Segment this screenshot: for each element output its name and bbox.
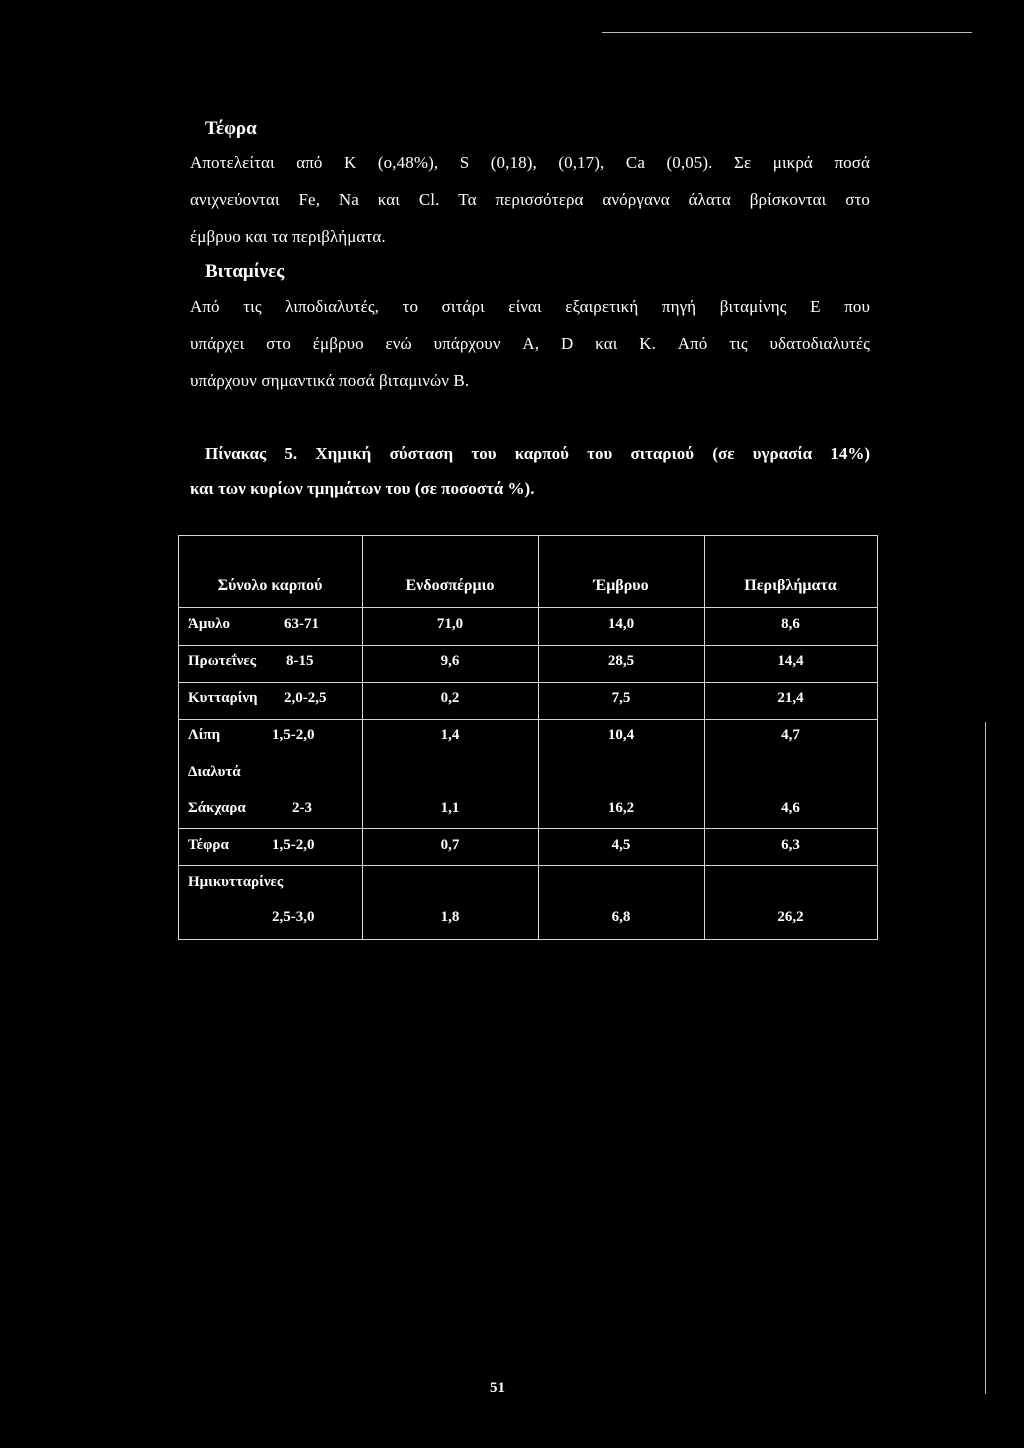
table-border-left <box>178 535 179 940</box>
table-header-embryo: Έμβρυο <box>593 577 649 594</box>
table-border-right <box>877 535 878 940</box>
table-cell: 8,6 <box>781 616 800 632</box>
table-row-label: Διαλυτά <box>188 764 241 780</box>
table-cell-range: 63-71 <box>284 616 319 632</box>
table-cell-range: 2,0-2,5 <box>284 690 327 706</box>
table-cell: 71,0 <box>436 616 464 632</box>
table-cell: 9,6 <box>440 653 460 669</box>
paragraph-line: Από τις λιποδιαλυτές, το σιτάρι είναι εξαιρετική πηγή βιταμίνης E που <box>190 297 870 316</box>
table-cell: 1,8 <box>440 909 460 925</box>
table-row-divider <box>178 719 878 720</box>
table-row-label: Άμυλο <box>188 616 230 632</box>
table-cell-range: 8-15 <box>286 653 314 669</box>
table-cell: 21,4 <box>777 690 804 706</box>
table-header-coats: Περιβλήματα <box>744 577 837 594</box>
table-row-label: Σάκχαρα <box>188 800 246 816</box>
table-row-divider <box>178 607 878 608</box>
table-cell-range: 1,5-2,0 <box>272 837 315 853</box>
table-cell: 16,2 <box>607 800 635 816</box>
table-cell: 14,0 <box>607 616 635 632</box>
paragraph-line: υπάρχει στο έμβρυο ενώ υπάρχουν A, D και K. Από τις υδατοδιαλυτές <box>190 334 870 353</box>
table-cell: 6,3 <box>781 837 800 853</box>
table-cell: 1,4 <box>440 727 460 743</box>
table-cell: 0,2 <box>440 690 460 706</box>
table-header-whole-grain: Σύνολο καρπού <box>217 577 323 594</box>
paragraph-line: ανιχνεύονται Fe, Na και Cl. Τα περισσότερα ανόργανα άλατα βρίσκονται στο <box>190 190 870 209</box>
table-cell: 6,8 <box>611 909 631 925</box>
table-cell-range: 1,5-2,0 <box>272 727 315 743</box>
table-cell: 1,1 <box>440 800 460 816</box>
paragraph-line: έμβρυο και τα περιβλήματα. <box>190 227 386 246</box>
paragraph-line: υπάρχουν σημαντικά ποσά βιταμινών B. <box>190 371 470 390</box>
table-cell: 0,7 <box>440 837 460 853</box>
table-border-bottom <box>178 939 878 940</box>
table-row-label: Πρωτεΐνες <box>188 653 257 669</box>
table-row-label: Κυτταρίνη <box>188 690 258 706</box>
table-cell: 4,7 <box>781 727 800 743</box>
table-cell: 4,5 <box>611 837 631 853</box>
table-row-divider <box>178 828 878 829</box>
heading-vitamins: Βιταμίνες <box>205 261 285 282</box>
page-number: 51 <box>490 1380 505 1396</box>
table-cell-range: 2,5-3,0 <box>272 909 315 925</box>
table-cell: 28,5 <box>607 653 635 669</box>
table-row-divider <box>178 645 878 646</box>
table-cell: 7,5 <box>611 690 631 706</box>
table-row-divider <box>178 682 878 683</box>
table-cell-range: 2-3 <box>292 800 312 816</box>
table-cell: 4,6 <box>781 800 800 816</box>
table-caption-line-1: Πίνακας 5. Χημική σύσταση του καρπού του σιταριού (σε υγρασία 14%) <box>205 444 870 463</box>
right-margin-rule <box>985 722 986 1394</box>
table-border-top <box>178 535 878 536</box>
composition-table <box>178 535 878 940</box>
paragraph-line: Αποτελείται από K (ο,48%), S (0,18), (0,17), Ca (0,05). Σε μικρά ποσά <box>190 153 870 172</box>
table-header-endosperm: Ενδοσπέρμιο <box>405 577 495 594</box>
table-caption-line-2: και των κυρίων τμημάτων του (σε ποσοστά %). <box>190 479 535 498</box>
top-rule <box>602 32 972 33</box>
table-cell: 10,4 <box>607 727 635 743</box>
table-row-label: Ημικυτταρίνες <box>188 874 284 890</box>
heading-ash: Τέφρα <box>205 118 257 139</box>
table-row-label: Λίπη <box>188 727 221 743</box>
table-cell: 14,4 <box>777 653 804 669</box>
table-cell: 26,2 <box>777 909 804 925</box>
table-row-divider <box>178 865 878 866</box>
table-row-label: Τέφρα <box>188 837 229 853</box>
